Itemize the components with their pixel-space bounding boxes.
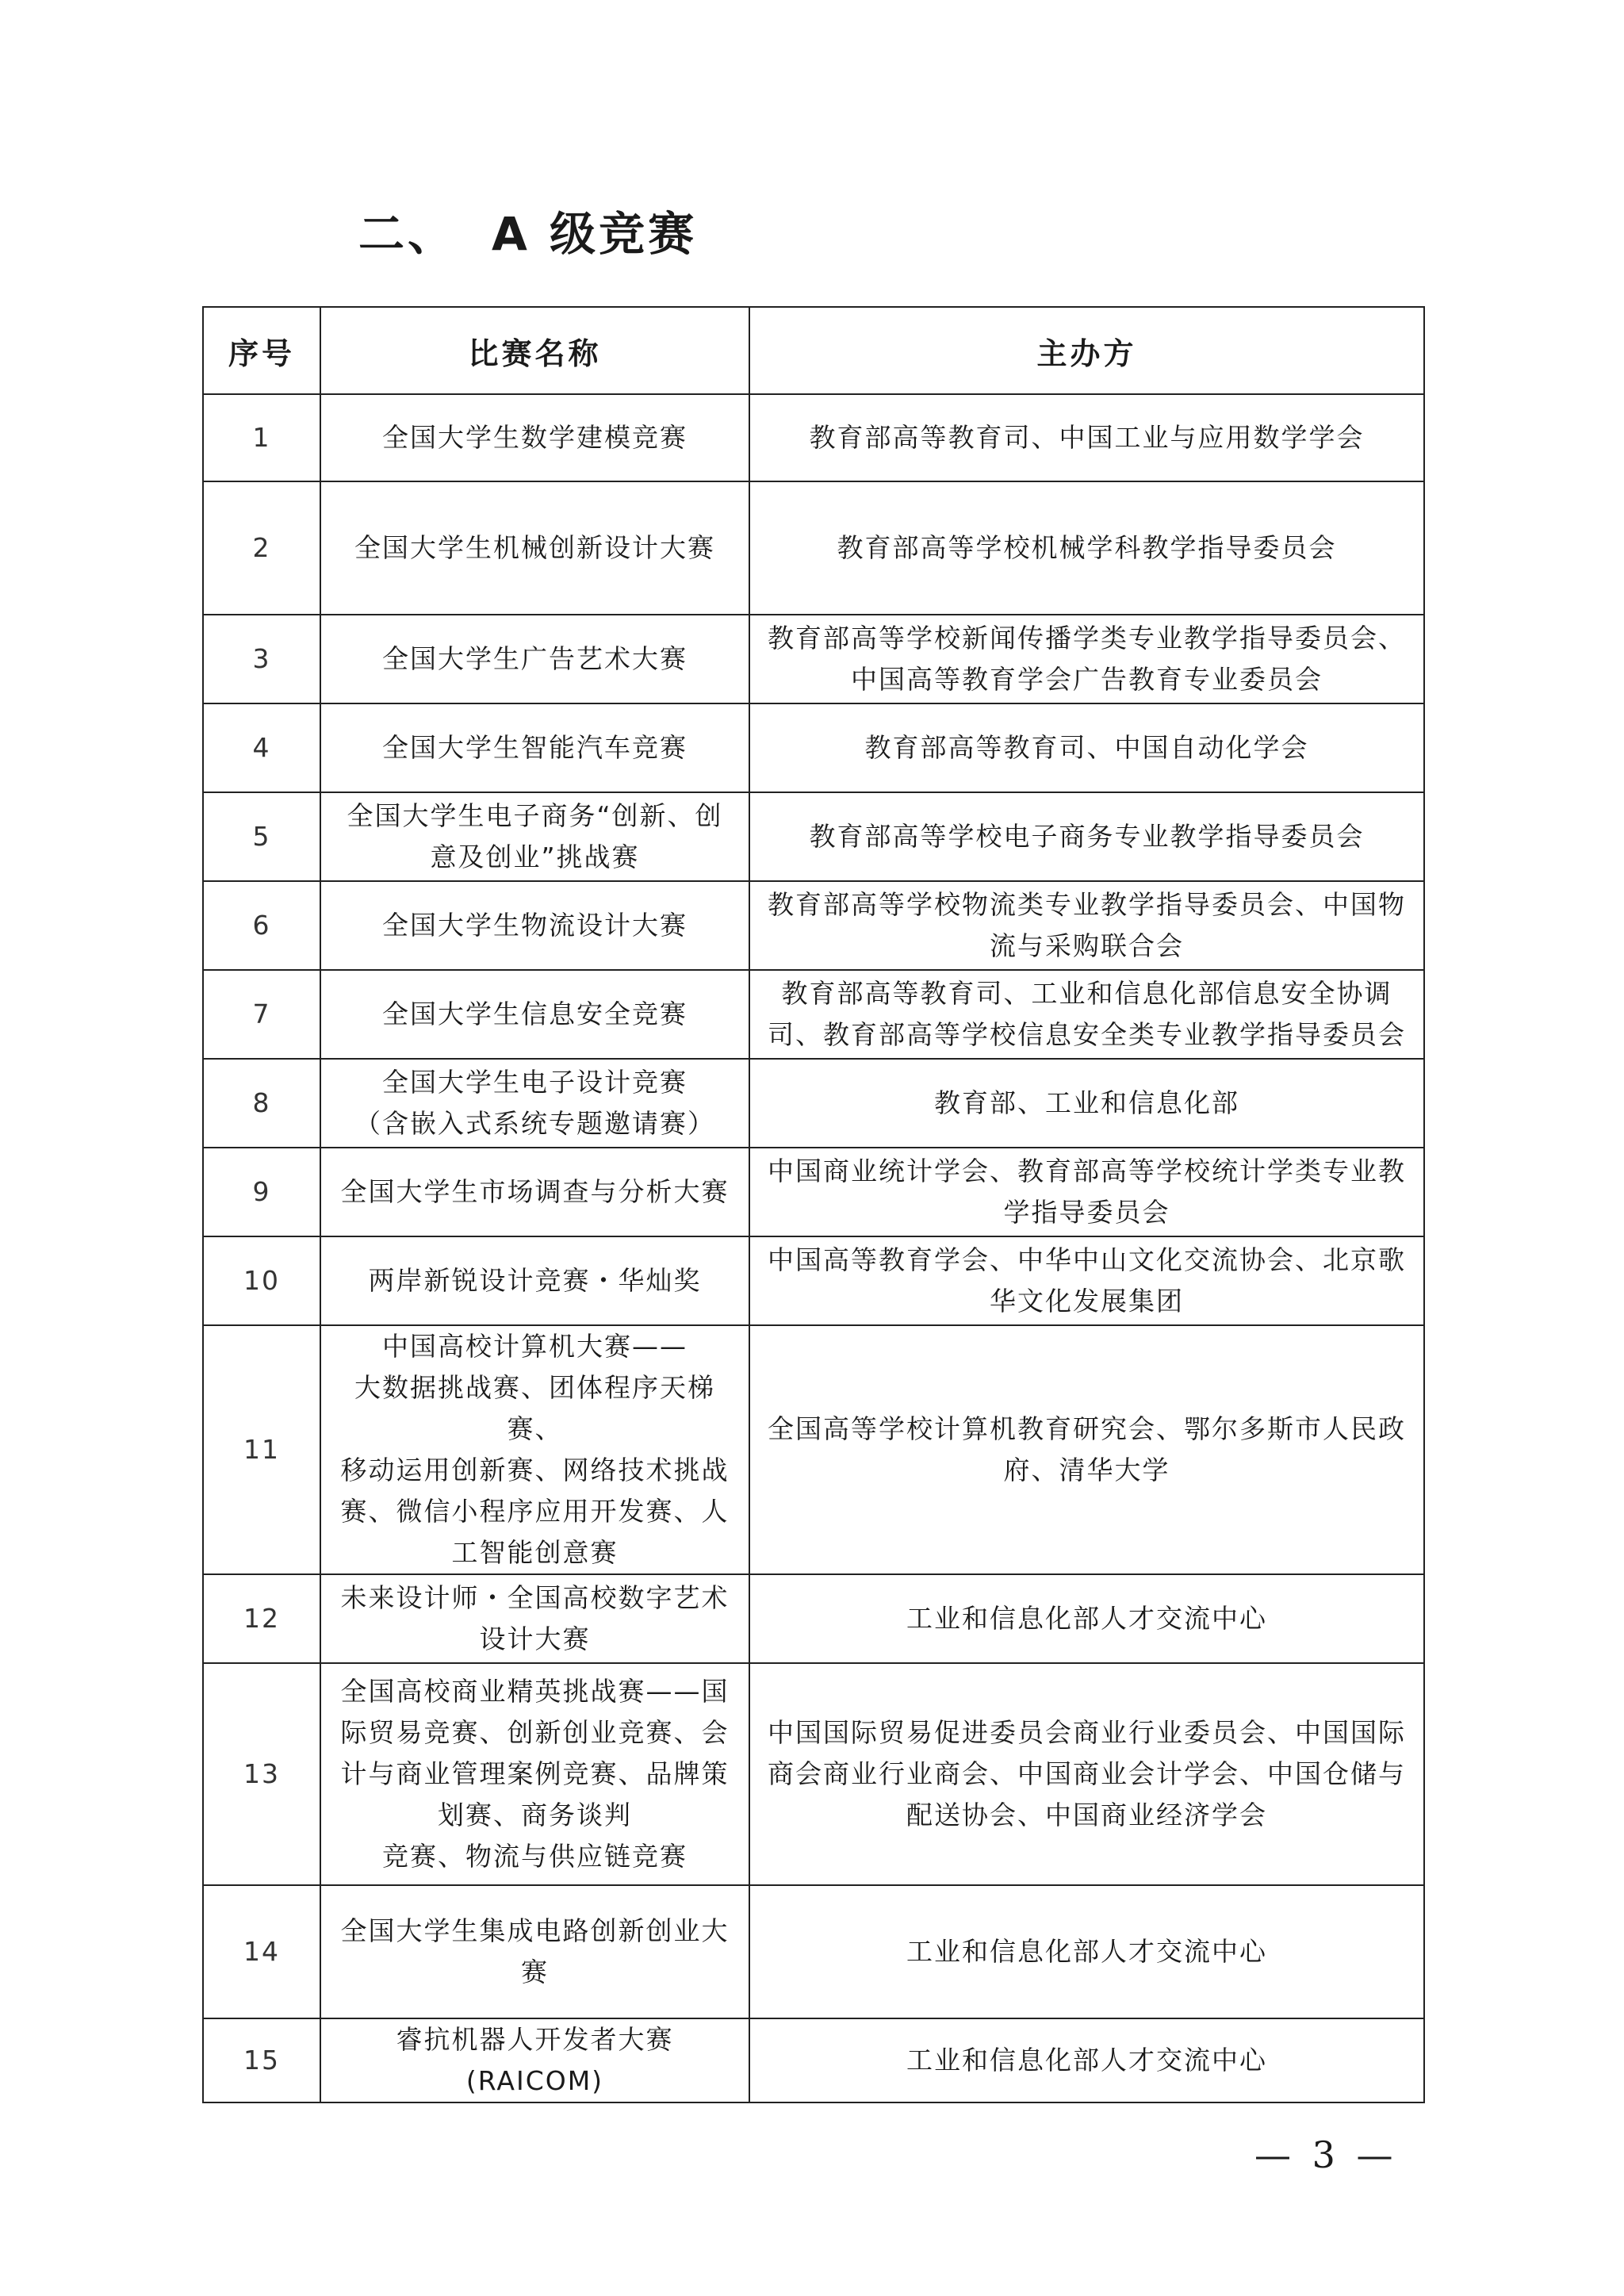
organizer <box>749 970 1424 1059</box>
organizer <box>749 2018 1424 2102</box>
competition-name <box>320 881 749 970</box>
organizer <box>749 1148 1424 1236</box>
row-index: 14 <box>203 1885 320 2018</box>
organizer-line: 教育部高等教育司、工业和信息化部信息安全协调 <box>781 978 1392 1009</box>
table-row <box>203 1885 1424 2018</box>
header-organizer: 主办方 <box>749 307 1424 394</box>
organizer-line: 工业和信息化部人才交流中心 <box>906 2045 1267 2076</box>
organizer-line: 学指导委员会 <box>1003 1197 1170 1228</box>
competition-name-line: 全国大学生电子设计竞赛 <box>382 1067 688 1098</box>
competition-name-line: 大数据挑战赛、团体程序天梯赛、 <box>354 1372 715 1444</box>
organizer <box>749 615 1424 703</box>
organizer <box>749 1325 1424 1574</box>
organizer <box>749 881 1424 970</box>
organizer-line: 司、教育部高等学校信息安全类专业教学指导委员会 <box>768 1019 1406 1050</box>
table-row <box>203 615 1424 703</box>
competition-name-line: 两岸新锐设计竞赛・华灿奖 <box>368 1265 702 1296</box>
row-index: 7 <box>203 970 320 1059</box>
competition-name-line: 赛 <box>521 1957 549 1987</box>
competition-name <box>320 703 749 792</box>
competition-name <box>320 481 749 615</box>
competition-name-line: 全国大学生集成电路创新创业大 <box>340 1915 730 1946</box>
competition-name-line: 划赛、商务谈判 <box>438 1800 632 1830</box>
organizer-line: 教育部高等教育司、中国自动化学会 <box>864 732 1309 763</box>
competition-table <box>202 306 1425 2103</box>
row-index: 6 <box>203 881 320 970</box>
organizer-line: 教育部高等学校新闻传播学类专业教学指导委员会、 <box>768 623 1406 654</box>
row-index: 4 <box>203 703 320 792</box>
competition-name-line: 全国大学生机械创新设计大赛 <box>354 532 715 563</box>
organizer-line: 中国商业统计学会、教育部高等学校统计学类专业教 <box>768 1156 1406 1186</box>
competition-name <box>320 1148 749 1236</box>
competition-name <box>320 1885 749 2018</box>
competition-name-line: 全国大学生市场调查与分析大赛 <box>340 1176 730 1207</box>
competition-name <box>320 792 749 881</box>
competition-name-line: 未来设计师・全国高校数字艺术 <box>340 1582 730 1613</box>
table-row <box>203 1059 1424 1148</box>
competition-name-line: 全国大学生物流设计大赛 <box>382 910 688 941</box>
row-index: 10 <box>203 1236 320 1325</box>
competition-name-line: 意及创业”挑战赛 <box>430 841 640 872</box>
competition-name <box>320 2018 749 2102</box>
competition-name-line: 赛、微信小程序应用开发赛、人 <box>340 1496 730 1527</box>
row-index: 8 <box>203 1059 320 1148</box>
organizer <box>749 1059 1424 1148</box>
row-index: 2 <box>203 481 320 615</box>
table-row <box>203 2018 1424 2102</box>
organizer <box>749 703 1424 792</box>
row-index: 3 <box>203 615 320 703</box>
organizer <box>749 1236 1424 1325</box>
organizer-line: 工业和信息化部人才交流中心 <box>906 1936 1267 1967</box>
organizer-line: 工业和信息化部人才交流中心 <box>906 1603 1267 1634</box>
section-title: A 级竞赛 <box>492 207 698 261</box>
organizer <box>749 394 1424 481</box>
section-number: 二、 <box>358 207 458 261</box>
organizer-line: 中国高等教育学会、中华中山文化交流协会、北京歌 <box>768 1244 1406 1275</box>
competition-name-line: 竞赛、物流与供应链竞赛 <box>382 1841 688 1872</box>
competition-name-line: 全国高校商业精英挑战赛——国 <box>340 1676 730 1707</box>
organizer-line: 中国高等教育学会广告教育专业委员会 <box>851 664 1323 695</box>
table-row <box>203 1663 1424 1885</box>
table-row <box>203 703 1424 792</box>
organizer-line: 教育部高等学校机械学科教学指导委员会 <box>837 532 1337 563</box>
competition-name-line: 全国大学生智能汽车竞赛 <box>382 732 688 763</box>
competition-name-line: 全国大学生广告艺术大赛 <box>382 643 688 674</box>
competition-name <box>320 1574 749 1663</box>
competition-name <box>320 1059 749 1148</box>
header-name: 比赛名称 <box>320 307 749 394</box>
organizer-line: 商会商业行业商会、中国商业会计学会、中国仓储与 <box>768 1758 1406 1789</box>
organizer-line: 配送协会、中国商业经济学会 <box>906 1800 1267 1830</box>
competition-name-line: 全国大学生信息安全竞赛 <box>382 999 688 1029</box>
organizer-line: 全国高等学校计算机教育研究会、鄂尔多斯市人民政 <box>768 1413 1406 1444</box>
competition-name-line: 设计大赛 <box>479 1623 591 1654</box>
organizer <box>749 1885 1424 2018</box>
table-row <box>203 1148 1424 1236</box>
competition-name-line: 际贸易竞赛、创新创业竞赛、会 <box>340 1717 730 1748</box>
row-index: 9 <box>203 1148 320 1236</box>
row-index: 5 <box>203 792 320 881</box>
table-row <box>203 792 1424 881</box>
organizer-line: 教育部高等学校物流类专业教学指导委员会、中国物 <box>768 889 1406 920</box>
row-index: 15 <box>203 2018 320 2102</box>
page-number: — 3 — <box>1254 2133 1398 2176</box>
competition-name <box>320 970 749 1059</box>
table-row <box>203 1236 1424 1325</box>
row-index: 11 <box>203 1325 320 1574</box>
competition-name-line: 计与商业管理案例竞赛、品牌策 <box>340 1758 730 1789</box>
section-heading <box>358 197 697 263</box>
table-row <box>203 1325 1424 1574</box>
competition-name-line: 工智能创意赛 <box>451 1537 619 1568</box>
table-row <box>203 970 1424 1059</box>
organizer <box>749 481 1424 615</box>
table-row <box>203 481 1424 615</box>
row-index: 13 <box>203 1663 320 1885</box>
organizer-line: 流与采购联合会 <box>990 930 1184 961</box>
row-index: 1 <box>203 394 320 481</box>
organizer <box>749 1663 1424 1885</box>
organizer-line: 中国国际贸易促进委员会商业行业委员会、中国国际 <box>768 1717 1406 1748</box>
competition-name-line: 移动运用创新赛、网络技术挑战 <box>340 1455 730 1485</box>
competition-name <box>320 615 749 703</box>
row-index: 12 <box>203 1574 320 1663</box>
organizer <box>749 792 1424 881</box>
header-index: 序号 <box>203 307 320 394</box>
competition-name-line: （含嵌入式系统专题邀请赛） <box>354 1108 715 1139</box>
table-row <box>203 394 1424 481</box>
table-body <box>203 394 1424 2102</box>
table-header-row <box>203 307 1424 394</box>
competition-name <box>320 1236 749 1325</box>
table-row <box>203 1574 1424 1663</box>
organizer-line: 府、清华大学 <box>1003 1455 1170 1485</box>
competition-name <box>320 1325 749 1574</box>
competition-name-line: 睿抗机器人开发者大赛(RAICOM) <box>396 2024 674 2096</box>
organizer-line: 教育部高等学校电子商务专业教学指导委员会 <box>809 821 1365 852</box>
table-row <box>203 881 1424 970</box>
competition-name-line: 全国大学生数学建模竞赛 <box>382 422 688 453</box>
competition-name <box>320 394 749 481</box>
organizer <box>749 1574 1424 1663</box>
competition-name-line: 中国高校计算机大赛—— <box>382 1331 688 1362</box>
organizer-line: 华文化发展集团 <box>990 1286 1184 1317</box>
competition-name <box>320 1663 749 1885</box>
competition-name-line: 全国大学生电子商务“创新、创 <box>347 800 723 831</box>
organizer-line: 教育部、工业和信息化部 <box>934 1087 1239 1118</box>
organizer-line: 教育部高等教育司、中国工业与应用数学学会 <box>809 422 1365 453</box>
